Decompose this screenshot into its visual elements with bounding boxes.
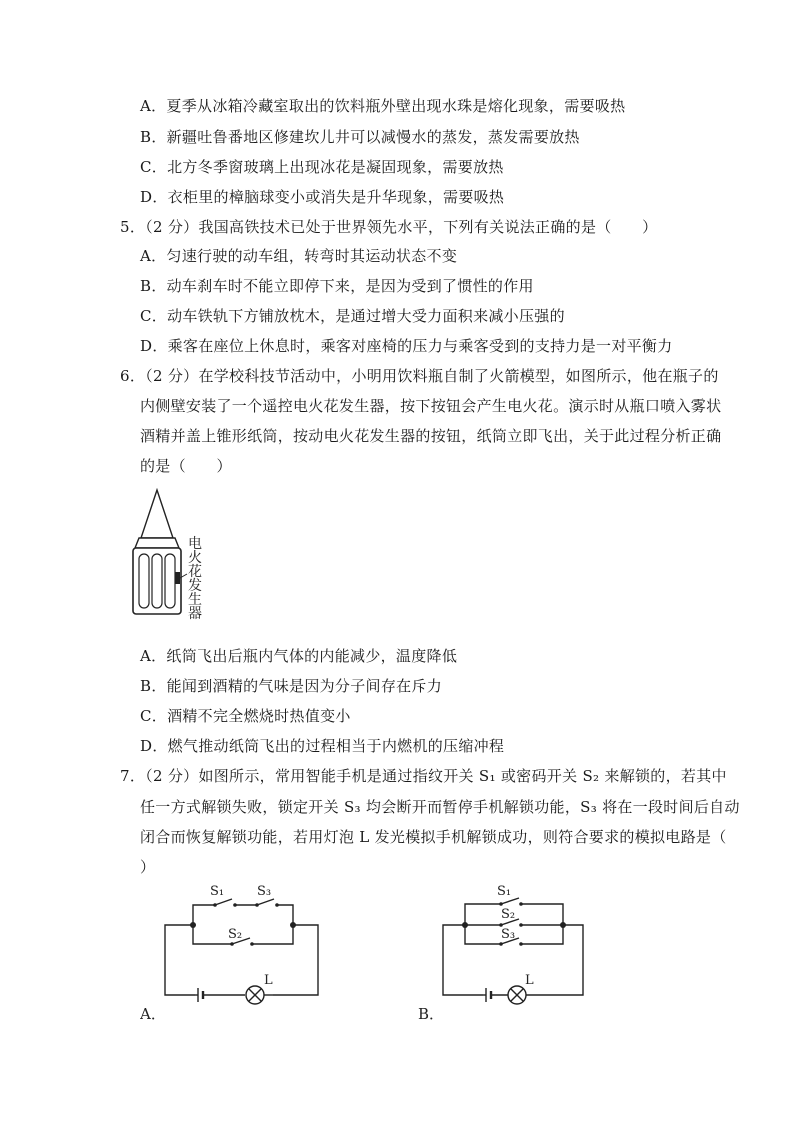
q6-stem-line-2: 内侧壁安装了一个遥控电火花发生器，按下按钮会产生电火花。演示时从瓶口喷入雾状 [140, 397, 722, 415]
q6-stem-line-3: 酒精并盖上锥形纸筒，按动电火花发生器的按钮，纸筒立即飞出，关于此过程分析正确 [140, 427, 722, 445]
q6-stem-line-4: 的是（ ） [140, 457, 232, 475]
q4-option-c: C．北方冬季窗玻璃上出现冰花是凝固现象，需要放热 [140, 158, 504, 176]
q7-stem-line-3: 闭合而恢复解锁功能，若用灯泡 L 发光模拟手机解锁成功，则符合要求的模拟电路是（ [140, 828, 727, 846]
q6-stem-line-1: 6．（2 分）在学校科技节活动中，小明用饮料瓶自制了火箭模型，如图所示，他在瓶子的 [120, 367, 719, 385]
circuit-b-s1-label: S₁ [497, 884, 512, 899]
circuit-a-s2-label: S₂ [228, 927, 243, 942]
q4-option-b: B．新疆吐鲁番地区修建坎儿井可以减慢水的蒸发，蒸发需要放热 [140, 128, 580, 146]
circuit-a-s3-label: S₃ [257, 884, 272, 899]
q4-option-d: D．衣柜里的樟脑球变小或消失是升华现象，需要吸热 [140, 188, 505, 206]
q7-stem-line-1: 7．（2 分）如图所示，常用智能手机是通过指纹开关 S₁ 或密码开关 S₂ 来解锁的，若其中 [120, 767, 727, 785]
circuit-b-lamp-label: L [525, 973, 534, 988]
q5-stem: 5．（2 分）我国高铁技术已处于世界领先水平，下列有关说法正确的是（ ） [120, 218, 658, 236]
figure-label-char-3: 花 [188, 564, 202, 580]
figure-label-char-2: 火 [188, 550, 202, 566]
q5-option-d: D．乘客在座位上休息时，乘客对座椅的压力与乘客受到的支持力是一对平衡力 [140, 337, 673, 355]
q5-option-b: B．动车刹车时不能立即停下来，是因为受到了惯性的作用 [140, 277, 534, 295]
spark-generator [175, 572, 180, 584]
q5-option-c: C．动车铁轨下方铺放枕木，是通过增大受力面积来减小压强的 [140, 307, 565, 325]
circuit-a-s1-label: S₁ [210, 884, 225, 899]
paper-cone [141, 490, 173, 538]
figure-label-char-1: 电 [188, 536, 202, 552]
rocket-bottle-figure [125, 488, 225, 623]
q7-stem-line-4: ） [140, 858, 156, 876]
q7-stem-line-2: 任一方式解锁失败，锁定开关 S₃ 均会断开而暂停手机解锁功能，S₃ 将在一段时间后自动 [140, 798, 740, 816]
circuit-a [140, 880, 340, 1020]
q5-option-a: A．匀速行驶的动车组，转弯时其运动状态不变 [140, 247, 458, 265]
circuit-a-lamp-label: L [264, 973, 273, 988]
circuit-b-option-label: B． [418, 1005, 445, 1020]
figure-label-char-5: 生 [188, 592, 202, 608]
circuit-b-s3-label: S₃ [501, 927, 516, 942]
figure-label-char-6: 器 [188, 606, 202, 622]
q6-option-a: A．纸筒飞出后瓶内气体的内能减少，温度降低 [140, 647, 458, 665]
q6-option-d: D．燃气推动纸筒飞出的过程相当于内燃机的压缩冲程 [140, 737, 505, 755]
q6-option-b: B．能闻到酒精的气味是因为分子间存在斥力 [140, 677, 443, 695]
circuit-b [415, 880, 615, 1020]
circuit-b-s2-label: S₂ [501, 907, 516, 922]
circuit-a-option-label: A． [140, 1005, 166, 1020]
bottle-collar [135, 538, 179, 548]
figure-label-char-4: 发 [188, 578, 202, 594]
q4-option-a: A．夏季从冰箱冷藏室取出的饮料瓶外壁出现水珠是熔化现象，需要吸热 [140, 97, 626, 115]
q6-option-c: C．酒精不完全燃烧时热值变小 [140, 707, 351, 725]
